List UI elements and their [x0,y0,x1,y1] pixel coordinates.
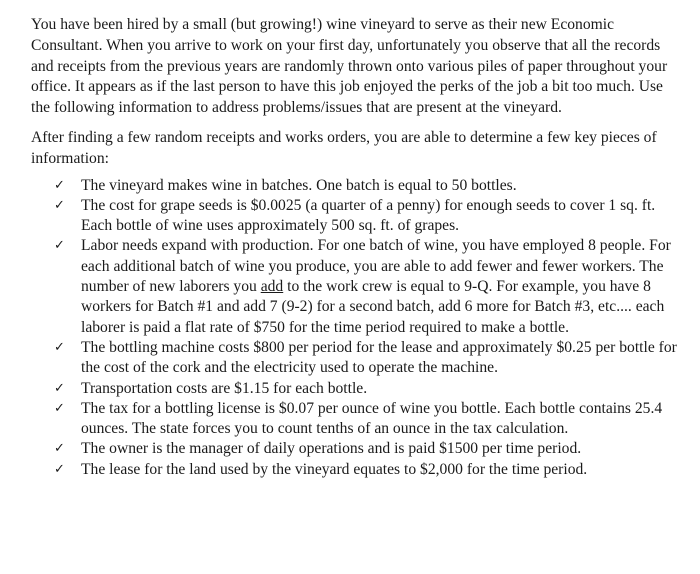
check-mark-icon: ✓ [54,400,65,416]
check-mark-icon: ✓ [54,339,65,355]
list-item [54,176,679,196]
list-item-text: The bottling machine costs $800 per period for the lease and approximately $0.25 per bottle for the cost of the cork and the electricity used to operate the machine. [81,338,677,377]
list-item [54,196,679,237]
check-mark-icon: ✓ [54,461,65,477]
list-item [54,460,679,480]
list-item [54,399,679,440]
list-item-text: The tax for a bottling license is $0.07 per ounce of wine you bottle. Each bottle contains 25.4 ounces. The state forces you to count tenths of an ounce in the tax calculation. [81,399,663,438]
list-item [54,379,679,399]
list-item [54,236,679,337]
document-page [31,15,679,480]
list-item [54,338,679,379]
list-item-text: The owner is the manager of daily operations and is paid $1500 per time period. [81,440,582,458]
check-mark-icon: ✓ [54,197,65,213]
intro-paragraph: You have been hired by a small (but growing!) wine vineyard to serve as their new Economic Consultant. When you arrive to work on your first day, unfortunately you observe that all the records and receipts from the previous years are randomly thrown onto various piles of paper throughout your office. It appears as if the last person to have this job enjoyed the perks of the job a bit too much. Use the following information to address problems/issues that are present at the vineyard. [31,16,668,117]
check-mark-icon: ✓ [54,177,65,193]
info-checklist [31,176,679,480]
list-item-text: Transportation costs are $1.15 for each bottle. [81,379,368,397]
list-item [54,439,679,459]
check-mark-icon: ✓ [54,238,65,254]
list-item-text-before: Labor needs expand with production. For one batch of wine, you have employed 8 people. For each additional batch of wine you produce, you are able to add fewer and fewer workers. The number of new laborers you [81,237,671,296]
list-item-text: The cost for grape seeds is $0.0025 (a quarter of a penny) for enough seeds to cover 1 sq. ft. Each bottle of wine uses approximately 500 sq. ft. of grapes. [81,196,656,235]
lead-paragraph: After finding a few random receipts and works orders, you are able to determine a few key pieces of information: [31,128,657,167]
check-mark-icon: ✓ [54,441,65,457]
list-item-text-after: to the work crew is equal to 9-Q. For example, you have 8 workers for Batch #1 and add 7 (9-2) for a second batch, add 6 more for Batch #3, etc.... each laborer is paid a flat rate of $750 for the time period required to make a bottle. [81,278,665,336]
list-item-text: The lease for the land used by the vineyard equates to $2,000 for the time period. [81,460,588,478]
list-item-text: The vineyard makes wine in batches. One batch is equal to 50 bottles. [81,176,517,194]
underlined-word: add [260,278,284,296]
check-mark-icon: ✓ [54,380,65,396]
